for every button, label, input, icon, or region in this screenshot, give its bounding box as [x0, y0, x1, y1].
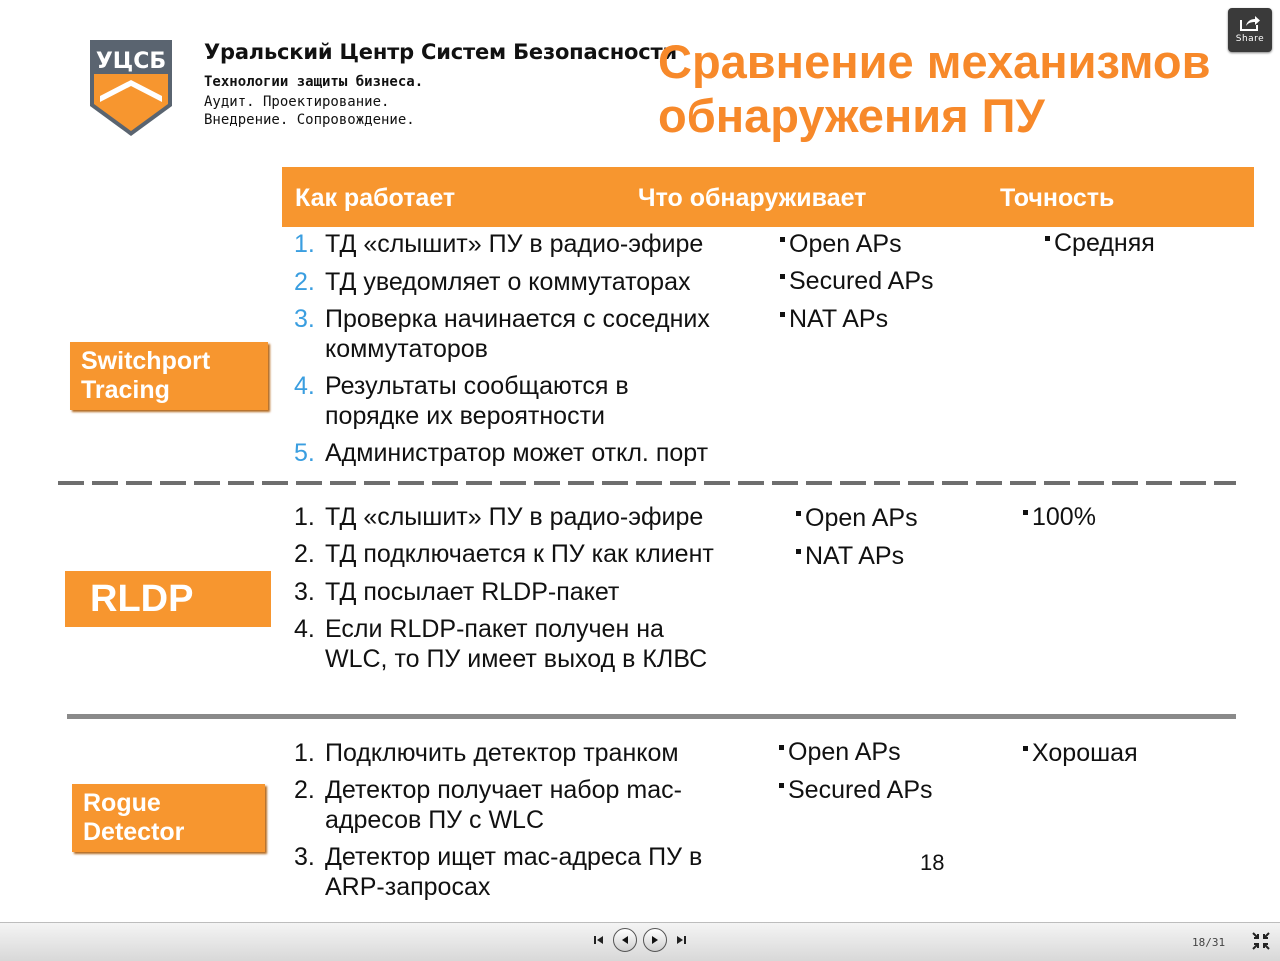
bullet-icon: [796, 511, 801, 516]
step-text: Детектор получает набор mac-: [325, 776, 682, 804]
step-number: 4.: [294, 615, 315, 643]
step-text: Если RLDP-пакет получен на: [325, 615, 664, 643]
bullet-icon: [1023, 510, 1028, 515]
label-rogue-detector: [72, 784, 265, 852]
play-left-icon: [620, 935, 630, 945]
logo-text: УЦСБ: [95, 49, 167, 74]
list-item: [294, 229, 754, 259]
step-text: Результаты сообщаются в: [325, 372, 629, 400]
step-text: ТД уведомляет о коммутаторах: [325, 268, 691, 296]
label-switchport-tracing: [70, 342, 268, 410]
label-line: RLDP: [90, 578, 194, 620]
header-accuracy: Точность: [1000, 184, 1115, 212]
company-logo: [86, 36, 176, 140]
header-what-it-detects: Что обнаруживает: [638, 184, 867, 212]
step-number: 2.: [294, 776, 315, 804]
bullet-icon: [780, 312, 785, 317]
page-counter: 18/31: [1192, 936, 1226, 949]
step-number: 4.: [294, 372, 315, 400]
step-number: 3.: [294, 843, 315, 871]
detects-text: NAT APs: [805, 542, 905, 570]
detects-item: [780, 304, 888, 334]
step-number: 1.: [294, 739, 315, 767]
step-number: 3.: [294, 578, 315, 606]
company-subline-1: Аудит. Проектирование.: [204, 94, 390, 110]
bullet-icon: [780, 274, 785, 279]
detects-item: [779, 737, 901, 767]
accuracy-item: [1023, 502, 1096, 532]
detects-item: [780, 229, 902, 259]
step-text: коммутаторов: [325, 335, 488, 363]
list-item: [294, 267, 754, 297]
step-text: Администратор может откл. порт: [325, 439, 709, 467]
detects-text: Open APs: [805, 504, 918, 532]
share-button[interactable]: [1228, 8, 1272, 52]
bullet-icon: [779, 745, 784, 750]
detects-text: Open APs: [788, 738, 901, 766]
list-item: [294, 502, 764, 532]
previous-slide-button[interactable]: [613, 928, 637, 952]
step-text: Подключить детектор транком: [325, 739, 679, 767]
bullet-icon: [1023, 746, 1028, 751]
step-text: Проверка начинается с соседних: [325, 305, 710, 333]
header-how-it-works: Как работает: [295, 184, 456, 212]
slide-title-line-1: Сравнение механизмов: [658, 35, 1211, 88]
accuracy-item: [1023, 738, 1138, 768]
step-text: порядке их вероятности: [325, 402, 605, 430]
step-text: Детектор ищет mac-адреса ПУ в: [325, 843, 703, 871]
detects-text: Secured APs: [789, 267, 934, 295]
label-line: Rogue: [83, 789, 161, 817]
step-number: 2.: [294, 268, 315, 296]
accuracy-text: 100%: [1032, 503, 1096, 531]
share-icon: [1239, 14, 1261, 32]
list-item: [294, 577, 764, 607]
slide-number: 18: [920, 850, 945, 875]
bullet-icon: [780, 237, 785, 242]
section-divider: [58, 481, 1236, 485]
detects-item: [796, 503, 918, 533]
share-label: Share: [1235, 34, 1265, 44]
step-number: 5.: [294, 439, 315, 467]
skip-back-icon: [594, 935, 604, 945]
step-number: 3.: [294, 305, 315, 333]
play-right-icon: [650, 935, 660, 945]
section-divider: [67, 714, 1236, 719]
bullet-icon: [779, 783, 784, 788]
skip-forward-icon: [676, 935, 686, 945]
detects-text: Secured APs: [788, 776, 933, 804]
accuracy-text: Хорошая: [1032, 739, 1138, 767]
label-line: Switchport: [81, 347, 211, 375]
list-item: [294, 775, 754, 835]
accuracy-text: Средняя: [1054, 229, 1155, 257]
step-text: ТД подключается к ПУ как клиент: [325, 540, 714, 568]
accuracy-item: [1045, 228, 1155, 258]
detects-text: Open APs: [789, 230, 902, 258]
step-text: адресов ПУ с WLC: [325, 806, 545, 834]
detects-item: [779, 775, 933, 805]
detects-item: [780, 266, 934, 296]
step-number: 2.: [294, 540, 315, 568]
list-item: [294, 539, 764, 569]
step-text: ТД посылает RLDP-пакет: [325, 578, 620, 606]
step-text: ARP-запросах: [325, 873, 491, 901]
fullscreen-exit-button[interactable]: [1252, 932, 1270, 950]
list-item: [294, 614, 764, 674]
collapse-icon: [1252, 932, 1270, 950]
company-tagline: Технологии защиты бизнеса.: [204, 74, 424, 90]
label-line: Tracing: [81, 376, 170, 404]
last-slide-button[interactable]: [674, 933, 688, 947]
label-rldp: [65, 571, 271, 627]
bullet-icon: [1045, 236, 1050, 241]
first-slide-button[interactable]: [592, 933, 606, 947]
list-item: [294, 371, 754, 431]
step-number: 1.: [294, 230, 315, 258]
next-slide-button[interactable]: [643, 928, 667, 952]
slide-title-line-2: обнаружения ПУ: [658, 89, 1045, 142]
label-line: Detector: [83, 818, 185, 846]
detects-text: NAT APs: [789, 305, 889, 333]
bullet-icon: [796, 549, 801, 554]
list-item: [294, 738, 754, 768]
step-text: ТД «слышит» ПУ в радио-эфире: [325, 230, 704, 258]
step-text: ТД «слышит» ПУ в радио-эфире: [325, 503, 704, 531]
step-number: 1.: [294, 503, 315, 531]
list-item: [294, 304, 754, 364]
list-item: [294, 842, 754, 902]
company-subline-2: Внедрение. Сопровождение.: [204, 112, 415, 128]
step-text: WLC, то ПУ имеет выход в КЛВС: [325, 645, 708, 673]
detects-item: [796, 541, 904, 571]
company-name: Уральский Центр Систем Безопасности: [204, 40, 677, 64]
list-item: [294, 438, 754, 468]
player-toolbar: [0, 922, 1280, 961]
